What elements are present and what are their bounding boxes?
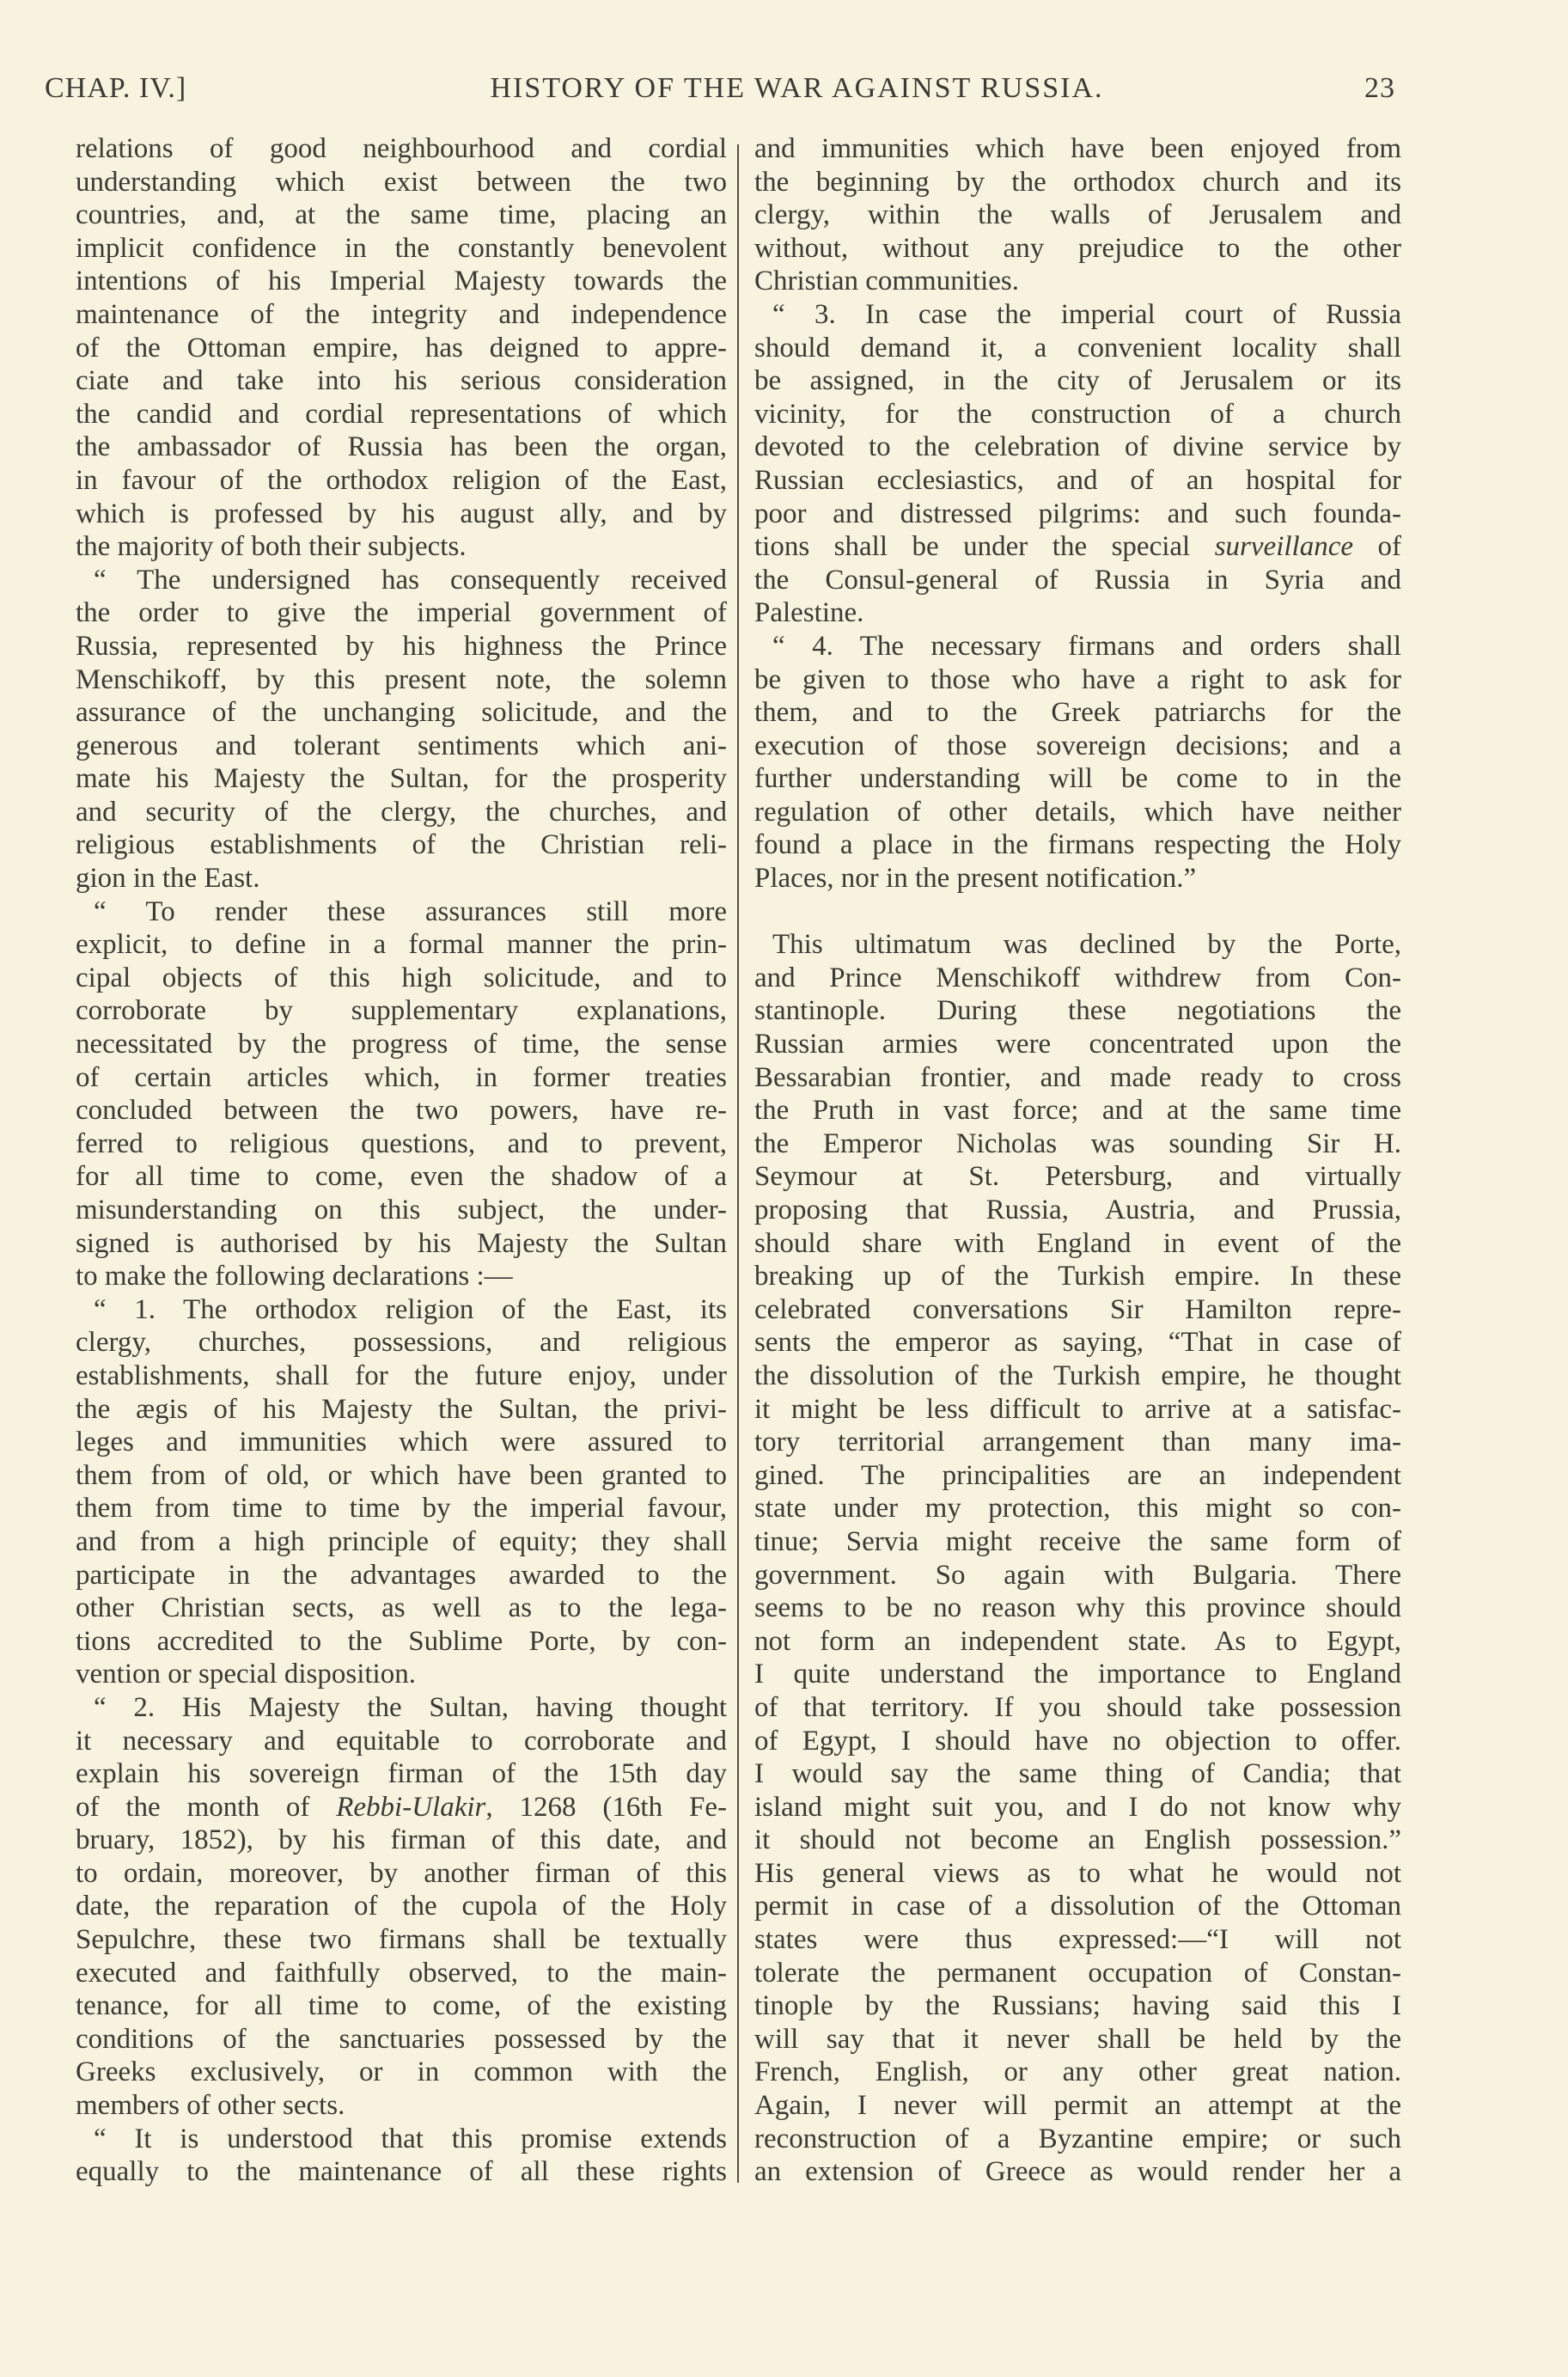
text-line: tinople by the Russians; having said this I xyxy=(754,1990,1401,2022)
text-line: signed is authorised by his Majesty the Sultan xyxy=(76,1227,727,1259)
text-line: leges and immunities which were assured to xyxy=(76,1427,727,1458)
text-line: executed and faithfully observed, to the main- xyxy=(76,1957,727,1989)
text-line: it should not become an English possession.” xyxy=(754,1824,1401,1856)
text-line: ciate and take into his serious consideration xyxy=(76,365,727,397)
text-line: Greeks exclusively, or in common with the xyxy=(76,2056,727,2088)
text-line: “ 1. The orthodox religion of the East, its xyxy=(94,1293,727,1325)
text-line: without, without any prejudice to the other xyxy=(754,232,1401,264)
text-line: His general views as to what he would not xyxy=(754,1857,1401,1889)
text-line: of the Ottoman empire, has deigned to appre- xyxy=(76,332,727,364)
text-line: state under my protection, this might so con- xyxy=(754,1493,1401,1525)
text-line: countries, and, at the same time, placing an xyxy=(76,199,727,231)
page-number: 23 xyxy=(1364,72,1395,104)
text-line: vention or special disposition. xyxy=(76,1659,416,1690)
text-line: further understanding will be come to in the xyxy=(754,763,1401,795)
text-line: Seymour at St. Petersburg, and virtually xyxy=(754,1161,1401,1193)
text-line: be assigned, in the city of Jerusalem or its xyxy=(754,365,1401,397)
text-line: the Consul-general of Russia in Syria and xyxy=(754,564,1401,596)
text-line: Sepulchre, these two firmans shall be textually xyxy=(76,1924,727,1956)
text-line: and immunities which have been enjoyed from xyxy=(754,133,1401,164)
text-segment: , 1268 (16th Fe- xyxy=(485,1791,727,1823)
text-line: in favour of the orthodox religion of the East, xyxy=(76,464,727,496)
text-line: Palestine. xyxy=(754,597,864,629)
text-line: celebrated conversations Sir Hamilton repre- xyxy=(754,1293,1401,1325)
running-title: HISTORY OF THE WAR AGAINST RUSSIA. xyxy=(490,72,1104,104)
text-line: the beginning by the orthodox church and its xyxy=(754,166,1401,198)
text-line: establishments, shall for the future enjoy, under xyxy=(76,1360,727,1391)
text-line: permit in case of a dissolution of the Ottoman xyxy=(754,1891,1401,1922)
text-line: clergy, within the walls of Jerusalem and xyxy=(754,199,1401,231)
text-line: misunderstanding on this subject, the under- xyxy=(76,1195,727,1225)
text-line: of that territory. If you should take possession xyxy=(754,1691,1401,1723)
text-line: religious establishments of the Christian reli- xyxy=(76,829,727,861)
text-line: tory territorial arrangement than many ima- xyxy=(754,1427,1401,1458)
text-line: for all time to come, even the shadow of a xyxy=(76,1161,727,1193)
left-column xyxy=(76,132,727,2189)
text-line: and security of the clergy, the churches, and xyxy=(76,796,727,828)
text-line: Again, I never will permit an attempt at the xyxy=(754,2090,1401,2122)
text-line: cipal objects of this high solicitude, and to xyxy=(76,962,727,993)
text-line: “ To render these assurances still more xyxy=(94,895,727,927)
text-line: of Egypt, I should have no objection to offer. xyxy=(754,1725,1401,1757)
text-line: and from a high principle of equity; they shall xyxy=(76,1525,727,1557)
text-line: corroborate by supplementary explanations, xyxy=(76,995,727,1027)
text-line: other Christian sects, as well as to the lega- xyxy=(76,1592,727,1624)
text-line: should share with England in event of the xyxy=(754,1227,1401,1259)
italic-text: Rebbi-Ulakir xyxy=(336,1791,486,1823)
text-line: Menschikoff, by this present note, the solemn xyxy=(76,663,727,695)
text-line: generous and tolerant sentiments which ani- xyxy=(76,730,727,761)
text-line: will say that it never shall be held by the xyxy=(754,2023,1401,2055)
text-line: tenance, for all time to come, of the existing xyxy=(76,1990,727,2022)
text-line: I would say the same thing of Candia; that xyxy=(754,1758,1401,1790)
text-line: gined. The principalities are an independent xyxy=(754,1459,1401,1491)
text-line: government. So again with Bulgaria. There xyxy=(754,1559,1401,1591)
text-line: conditions of the sanctuaries possessed by the xyxy=(76,2023,727,2055)
text-segment: of the month of xyxy=(76,1791,337,1823)
text-line: tions accredited to the Sublime Porte, by con- xyxy=(76,1625,727,1657)
text-line: Russian ecclesiastics, and of an hospital for xyxy=(754,464,1401,496)
text-line: regulation of other details, which have neither xyxy=(754,796,1401,828)
text-line: them, and to the Greek patriarchs for the xyxy=(754,697,1401,729)
text-line: mate his Majesty the Sultan, for the prosperity xyxy=(76,763,727,795)
text-line xyxy=(754,895,1401,929)
text-line: devoted to the celebration of divine service by xyxy=(754,431,1401,463)
text-line: Russia, represented by his highness the Prince xyxy=(76,630,727,662)
text-segment: of xyxy=(1353,531,1401,563)
text-line: the ægis of his Majesty the Sultan, the privi- xyxy=(76,1393,727,1425)
text-line: to make the following declarations :— xyxy=(76,1261,513,1292)
text-line: which is professed by his august ally, and by xyxy=(76,498,727,529)
italic-text: surveillance xyxy=(1214,531,1353,563)
text-line: “ 4. The necessary firmans and orders shall xyxy=(772,630,1401,662)
text-line: the candid and cordial representations of which xyxy=(76,398,727,430)
text-line: explain his sovereign firman of the 15th day xyxy=(76,1758,727,1790)
text-line: should demand it, a convenient locality shall xyxy=(754,332,1401,364)
text-line: be given to those who have a right to ask for xyxy=(754,663,1401,695)
text-line: sents the emperor as saying, “That in case of xyxy=(754,1327,1401,1359)
text-line: vicinity, for the construction of a church xyxy=(754,398,1401,430)
text-line: found a place in the firmans respecting the Holy xyxy=(754,829,1401,861)
text-line: them from of old, or which have been granted to xyxy=(76,1459,727,1491)
text-line: “ It is understood that this promise extends xyxy=(94,2123,727,2154)
text-line: Christian communities. xyxy=(754,266,1019,297)
text-line: necessitated by the progress of time, the sense xyxy=(76,1029,727,1060)
text-segment: tions shall be under the special xyxy=(754,531,1215,563)
text-line xyxy=(754,530,1401,564)
text-line: intentions of his Imperial Majesty towards the xyxy=(76,266,727,297)
text-line: relations of good neighbourhood and cordial xyxy=(76,133,727,164)
text-line: “ 3. In case the imperial court of Russia xyxy=(772,298,1401,330)
text-line: French, English, or any other great nation. xyxy=(754,2056,1401,2088)
text-line: gion in the East. xyxy=(76,863,260,895)
chapter-label: CHAP. IV.] xyxy=(45,72,187,104)
text-line: of certain articles which, in former treaties xyxy=(76,1061,727,1093)
text-line: the Pruth in vast force; and at the same time xyxy=(754,1095,1401,1127)
text-line: Places, nor in the present notification.” xyxy=(754,863,1197,895)
text-line: breaking up of the Turkish empire. In these xyxy=(754,1261,1401,1292)
text-line: to ordain, moreover, by another firman of this xyxy=(76,1857,727,1889)
text-line: understanding which exist between the two xyxy=(76,166,727,198)
text-line: the Emperor Nicholas was sounding Sir H. xyxy=(754,1127,1401,1159)
text-line: clergy, churches, possessions, and religious xyxy=(76,1327,727,1359)
text-line: not form an independent state. As to Egypt, xyxy=(754,1625,1401,1657)
text-line: Russian armies were concentrated upon the xyxy=(754,1029,1401,1060)
text-line: equally to the maintenance of all these rights xyxy=(76,2156,727,2188)
text-line: This ultimatum was declined by the Porte, xyxy=(772,929,1401,961)
text-line: date, the reparation of the cupola of the Holy xyxy=(76,1891,727,1922)
text-line: the order to give the imperial government of xyxy=(76,597,727,629)
text-line: stantinople. During these negotiations the xyxy=(754,995,1401,1027)
text-line: reconstruction of a Byzantine empire; or such xyxy=(754,2123,1401,2154)
text-line: explicit, to define in a formal manner the prin- xyxy=(76,929,727,961)
text-line: participate in the advantages awarded to the xyxy=(76,1559,727,1591)
text-line: and Prince Menschikoff withdrew from Con- xyxy=(754,962,1401,993)
text-line: the majority of both their subjects. xyxy=(76,531,467,563)
text-line: implicit confidence in the constantly benevolent xyxy=(76,232,727,264)
text-line: proposing that Russia, Austria, and Prussia, xyxy=(754,1195,1401,1225)
text-line: bruary, 1852), by his firman of this date, and xyxy=(76,1824,727,1856)
text-line: tinue; Servia might receive the same form of xyxy=(754,1525,1401,1557)
text-line xyxy=(76,1791,727,1824)
text-line: members of other sects. xyxy=(76,2090,345,2122)
text-line: it might be less difficult to arrive at a satisfac- xyxy=(754,1393,1401,1425)
text-line: assurance of the unchanging solicitude, and the xyxy=(76,697,727,729)
text-line: them from time to time by the imperial favour, xyxy=(76,1493,727,1525)
text-line: Bessarabian frontier, and made ready to cross xyxy=(754,1061,1401,1093)
text-line: maintenance of the integrity and independence xyxy=(76,298,727,330)
text-line: tolerate the permanent occupation of Constan- xyxy=(754,1957,1401,1989)
text-line: seems to be no reason why this province should xyxy=(754,1592,1401,1624)
text-line: states were thus expressed:—“I will not xyxy=(754,1924,1401,1956)
column-rule xyxy=(737,144,739,2183)
text-line: “ 2. His Majesty the Sultan, having thought xyxy=(94,1691,727,1723)
text-line: concluded between the two powers, have re- xyxy=(76,1095,727,1127)
text-line: “ The undersigned has consequently received xyxy=(94,564,727,596)
text-line: I quite understand the importance to England xyxy=(754,1659,1401,1690)
text-line: poor and distressed pilgrims: and such founda- xyxy=(754,498,1401,529)
text-line: the ambassador of Russia has been the organ, xyxy=(76,431,727,463)
text-line: island might suit you, and I do not know why xyxy=(754,1791,1401,1823)
right-column xyxy=(754,132,1401,2189)
text-line: an extension of Greece as would render her a xyxy=(754,2156,1401,2188)
text-line: the dissolution of the Turkish empire, he thought xyxy=(754,1360,1401,1391)
text-line: execution of those sovereign decisions; and a xyxy=(754,730,1401,761)
text-line: ferred to religious questions, and to prevent, xyxy=(76,1127,727,1159)
text-line: it necessary and equitable to corroborate and xyxy=(76,1725,727,1757)
